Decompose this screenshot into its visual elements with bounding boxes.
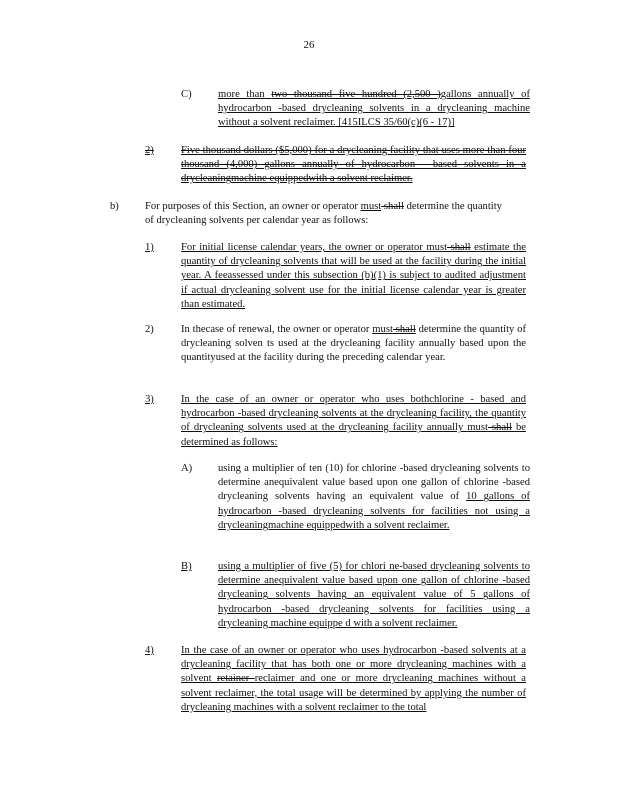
sub-4-pre: In the case of an owner or operator who uses hydrocarbon -based solvents at a drycleaning facility that has both one or more drycleaning machines with a solvent xyxy=(181,645,526,685)
sub-1-text xyxy=(181,241,526,312)
sub-3-text xyxy=(181,393,526,450)
sub-4-label: 4) xyxy=(145,645,154,656)
page-number: 26 xyxy=(303,39,315,51)
sub-3-must: must xyxy=(467,422,488,434)
sub-2-shall: shall xyxy=(392,324,416,335)
sub-1-pre: For initial license calendar years, the owner or operator xyxy=(181,242,427,253)
sub-3a-text xyxy=(218,462,530,533)
sub-1-shall: shall xyxy=(447,242,471,253)
sub-2-post: determine the quantity of drycleaning solven ts used at the drycleaning facility annually based upon the quantityused at the facility during the preceding calendar year. xyxy=(181,324,526,364)
sub-2-pre: In thecase of renewal, the owner or operator xyxy=(181,324,373,335)
sub-3-label: 3) xyxy=(145,394,154,405)
item-2-old-text: Five thousand dollars ($5,000) for a drycleaning facility that uses more than four thousand (4,000) gallons annually of hydrocarbon - based solvents in a drycleaningmachine equippedwith a solvent reclaimer. xyxy=(181,145,526,185)
section-b-shall: shall xyxy=(381,201,404,212)
item-2-old-label: 2) xyxy=(145,145,154,156)
section-b-post: determine the quantity of drycleaning solvents per calendar year as follows: xyxy=(145,201,502,227)
sub-4-post: reclaimer and one or more drycleaning machines without a solvent reclaimer, the total usage will be determined by applying the number of drycleaning machines with a solvent reclaimer to the total xyxy=(181,673,526,713)
sub-3a-plain: using a multiplier of ten (10) for chlorine -based drycleaning solvents to determine anequivalent value based upon one gallon of chlorine -based drycleaning solvents having an equivalent value of xyxy=(218,463,530,503)
sub-3-post: be determined as follows: xyxy=(181,422,526,448)
item-c-label: C) xyxy=(181,89,192,100)
sub-4-struck: retainer xyxy=(216,673,255,685)
sub-2-text xyxy=(181,323,526,366)
sub-3a-label: A) xyxy=(181,463,193,474)
sub-1-label: 1) xyxy=(145,242,154,253)
section-b-pre: For purposes of this Section, an owner or operator xyxy=(145,201,361,212)
section-b-text xyxy=(145,200,502,228)
sub-3b-label: B) xyxy=(181,561,192,572)
sub-2-label: 2) xyxy=(145,324,154,335)
section-b-must: must xyxy=(360,201,382,212)
sub-1-post: estimate the quantity of drycleaning solvents that will be used at the facility during the initial year. A feeassessed under this subsection (b)(1) is subject to audited adjustment if actual drycleaning solvent use for the initial license calendar year is greater than estimated. xyxy=(181,242,526,310)
sub-2-must: must xyxy=(372,324,393,335)
sub-3-pre: In the case of an owner or operator who uses bothchlorine - based and hydrocarbon -based drycleaning solvents at the drycleaning facility, the quantity of drycleaning solvents used at the drycleaning facility annually xyxy=(181,394,526,434)
item-c-citation: [415ILCS 35/60(c)(6 - 17)] xyxy=(335,117,455,129)
item-c-struck: two thousand five hundred (2,500 ) xyxy=(271,89,441,100)
item-c-seg1: more than xyxy=(218,89,272,100)
section-b-label: b) xyxy=(110,201,119,212)
item-c-seg3: gallons annually of hydrocarbon -based drycleaning solvents in a drycleaning machine without a solvent reclaimer. xyxy=(218,89,531,129)
sub-3b-text: using a multiplier of five (5) for chlori ne-based drycleaning solvents to determine anequivalent value based upon one gallon of chlorine -based drycleaning solvents having an equivalent value of 5 gallons of hydrocarbon -based drycleaning solvents for facilities using a drycleaning machine equippe d with a solvent reclaimer. xyxy=(218,561,530,629)
sub-3a-underlined: 10 gallons of hydrocarbon -based drycleaning solvents for facilities not using a drycleaningmachine equippedwith a solvent reclaimer. xyxy=(218,491,530,531)
sub-4-text xyxy=(181,644,526,715)
sub-3-shall: shall xyxy=(487,422,512,434)
sub-1-must: must xyxy=(426,242,448,253)
item-c-text xyxy=(218,88,530,131)
